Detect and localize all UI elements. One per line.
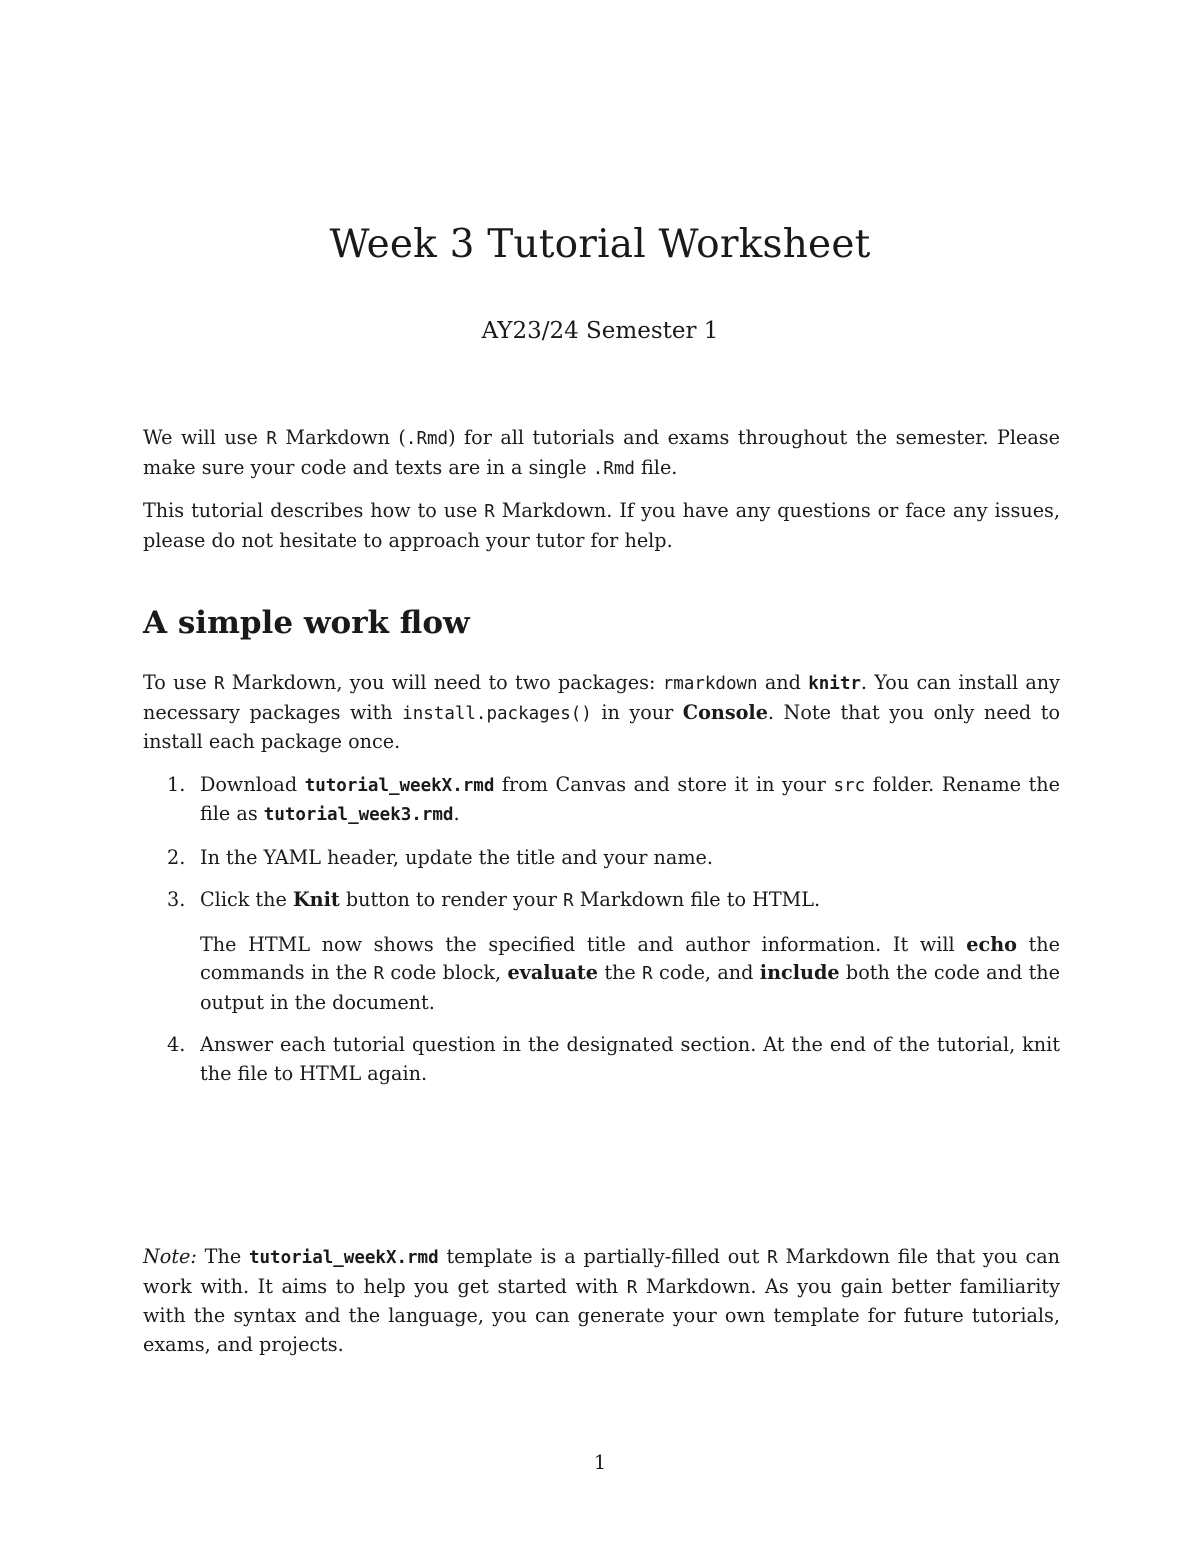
intro-paragraph-2: This tutorial describes how to use R Markdown. If you have any questions or face any issues, please do not hesitate to approach your tutor for help. bbox=[143, 499, 1060, 552]
list-number: 2. bbox=[167, 845, 186, 869]
list-item: 2. In the YAML header, update the title and your name. bbox=[143, 844, 1060, 873]
list-number: 1. bbox=[167, 772, 186, 796]
intro-paragraph-1: We will use R Markdown (.Rmd) for all tutorials and exams throughout the semester. Please make sure your code and texts are in a single .Rmd file. bbox=[143, 426, 1061, 479]
note-paragraph: Note: The tutorial_weekX.rmd template is a partially-filled out R Markdown file that you can work with. It aims to help you get started with R Markdown. As you gain better familiarity with the syntax and the language, you can generate your own template for future tutorials, exams, and projects. bbox=[143, 1245, 1060, 1356]
step-3-explanation: The HTML now shows the specified title and author information. It will echo the commands in the R code block, evaluate the R code, and include both the code and the output in the document. bbox=[200, 932, 1061, 1014]
list-number: 3. bbox=[167, 888, 186, 911]
document-body bbox=[143, 424, 1060, 1102]
section-paragraph: To use R Markdown, you will need to two packages: rmarkdown and knitr. You can install any necessary packages with install.packages() in your Console. Note that you only need to install each package once. bbox=[143, 671, 1060, 753]
page-number: 1 bbox=[593, 1451, 607, 1474]
document-title: Week 3 Tutorial Worksheet bbox=[329, 222, 871, 267]
list-item: 3. Click the Knit button to render your R Markdown file to HTML. The HTML now shows the specified title and author information. It will echo the commands in the R code block, evaluate the R code, and include both the code and the output in the document. bbox=[143, 886, 1060, 1017]
list-item: 1. Download tutorial_weekX.rmd from Canvas and store it in your src folder. Rename the file as tutorial_week3.rmd. bbox=[167, 772, 1060, 825]
workflow-steps-list bbox=[143, 771, 1060, 1089]
section-heading: A simple work flow bbox=[143, 605, 470, 641]
document-subtitle: AY23/24 Semester 1 bbox=[481, 318, 719, 344]
list-number: 4. bbox=[167, 1033, 186, 1056]
note-label: Note: bbox=[143, 1245, 197, 1268]
list-item: 4. Answer each tutorial question in the designated section. At the end of the tutorial, knit the file to HTML again. bbox=[167, 1033, 1060, 1085]
